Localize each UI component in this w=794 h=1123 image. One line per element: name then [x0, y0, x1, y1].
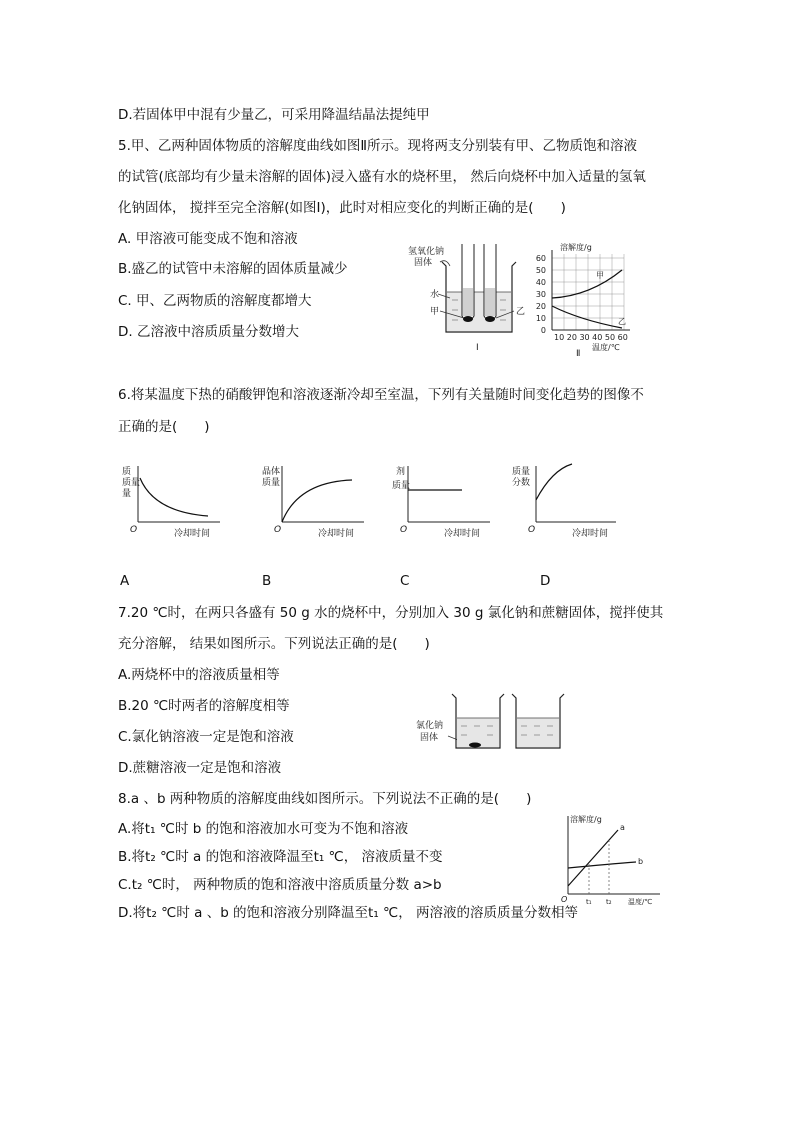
- q8-fig-t2: t₂: [606, 898, 612, 906]
- q6-graph-c-ylabel: 剂: [396, 467, 406, 477]
- q6-graph-a-ylabel: 质量: [122, 478, 141, 488]
- q6-letter-a: A: [120, 573, 130, 589]
- fig2-ytick: 20: [535, 302, 546, 311]
- q8-option-a: A.将t₁ ℃时 b 的饱和溶液加水可变为不饱和溶液: [118, 821, 409, 837]
- fig1-caption: Ⅰ: [476, 343, 479, 353]
- q6-letter-d: D: [540, 573, 551, 589]
- fig2-ytick: 40: [535, 278, 546, 287]
- fig1-label-naoh: 氢氧化钠: [408, 247, 445, 257]
- q5-option-d: D. 乙溶液中溶质质量分数增大: [118, 324, 299, 340]
- q8-fig-xlabel: 温度/℃: [628, 898, 653, 906]
- q6-graph-c-origin: O: [400, 525, 408, 535]
- q7-fig-label: 氯化钠: [416, 721, 444, 731]
- q5-option-c: C. 甲、乙两物质的溶解度都增大: [118, 293, 312, 309]
- q6-graph-d-origin: O: [528, 525, 536, 535]
- q7-stem-line-2: 充分溶解， 结果如图所示。下列说法正确的是( ): [118, 636, 430, 652]
- fig1-label-solid: 固体: [414, 258, 433, 268]
- fig2-ytick: 10: [535, 314, 546, 323]
- q5-figure-beaker: [400, 240, 540, 360]
- fig2-curve-jia: 甲: [596, 271, 604, 280]
- q8-fig-ylabel: 溶解度/g: [570, 815, 602, 824]
- q8-fig-origin: O: [561, 895, 568, 904]
- q8-fig-curve-a: a: [620, 823, 625, 832]
- q6-graph-a-xlabel: 冷却时间: [174, 529, 211, 539]
- q6-stem-line-2: 正确的是( ): [118, 419, 210, 435]
- q6-graph-d-ylabel: 质量: [512, 467, 531, 477]
- fig2-caption: Ⅱ: [576, 349, 581, 359]
- fig1-label-jia: 甲: [430, 307, 440, 317]
- q6-graph-a-ylabel: 质: [122, 467, 132, 477]
- q6-stem-line-1: 6.将某温度下热的硝酸钾饱和溶液逐渐冷却至室温，下列有关量随时间变化趋势的图像不: [118, 387, 644, 403]
- q6-graph-d-ylabel: 分数: [512, 478, 531, 488]
- q6-graph-b-ylabel: 质量: [262, 478, 281, 488]
- q7-fig-label: 固体: [420, 733, 439, 743]
- q8-stem: 8.a 、b 两种物质的溶解度曲线如图所示。下列说法不正确的是( ): [118, 791, 532, 807]
- q7-figure-beakers: [414, 690, 574, 754]
- q6-letter-c: C: [400, 573, 410, 589]
- q8-option-c: C.t₂ ℃时， 两种物质的饱和溶液中溶质质量分数 a>b: [118, 877, 442, 893]
- fig2-ytick: 0: [540, 326, 546, 335]
- q8-fig-t1: t₁: [586, 898, 592, 906]
- q8-option-b: B.将t₂ ℃时 a 的饱和溶液降温至t₁ ℃， 溶液质量不变: [118, 849, 443, 865]
- q6-graph-b-xlabel: 冷却时间: [318, 529, 355, 539]
- q6-graph-c: [388, 460, 498, 540]
- q6-graph-a: [118, 460, 228, 540]
- q7-stem-line-1: 7.20 ℃时，在两只各盛有 50 g 水的烧杯中，分别加入 30 g 氯化钠和蔗糖固体，搅拌使其: [118, 605, 664, 621]
- q7-option-d: D.蔗糖溶液一定是饱和溶液: [118, 760, 282, 776]
- q5-option-b: B.盛乙的试管中未溶解的固体质量减少: [118, 261, 348, 277]
- q4-option-d: D.若固体甲中混有少量乙，可采用降温结晶法提纯甲: [118, 107, 430, 123]
- fig2-xticks: 10 20 30 40 50 60: [554, 333, 628, 342]
- fig2-ytick: 60: [535, 254, 546, 263]
- q6-graph-d-xlabel: 冷却时间: [572, 529, 609, 539]
- fig2-ylabel: 溶解度/g: [560, 243, 592, 252]
- q7-option-a: A.两烧杯中的溶液质量相等: [118, 667, 280, 683]
- q8-option-d: D.将t₂ ℃时 a 、b 的饱和溶液分别降温至t₁ ℃， 两溶液的溶质质量分数相等: [118, 905, 579, 921]
- q6-graph-a-ylabel: 量: [122, 489, 132, 499]
- q5-option-a: A. 甲溶液可能变成不饱和溶液: [118, 231, 298, 247]
- q6-letter-b: B: [262, 573, 272, 589]
- fig1-label-yi: 乙: [516, 307, 526, 317]
- q5-stem-line-2: 的试管(底部均有少量未溶解的固体)浸入盛有水的烧杯里， 然后向烧杯中加入适量的氢氧: [118, 169, 646, 185]
- q5-stem-line-1: 5.甲、乙两种固体物质的溶解度曲线如图Ⅱ所示。现将两支分别装有甲、乙物质饱和溶液: [118, 138, 638, 154]
- q7-option-b: B.20 ℃时两者的溶解度相等: [118, 698, 290, 714]
- q8-figure-solubility: [560, 812, 666, 908]
- q6-graph-b-origin: O: [274, 525, 282, 535]
- fig2-ytick: 30: [535, 290, 546, 299]
- fig2-xlabel: 温度/℃: [592, 343, 620, 352]
- q6-graph-a-origin: O: [130, 525, 138, 535]
- fig2-curve-yi: 乙: [618, 317, 626, 326]
- q6-graph-c-ylabel: 质量: [392, 481, 411, 491]
- q6-graph-b-ylabel: 晶体: [262, 467, 281, 477]
- q6-graph-b: [262, 460, 372, 540]
- fig2-ytick: 50: [535, 266, 546, 275]
- q6-graph-c-xlabel: 冷却时间: [444, 529, 481, 539]
- q6-graph-d: [512, 460, 622, 540]
- q5-figure-solubility: [530, 240, 640, 360]
- q8-fig-curve-b: b: [638, 857, 644, 866]
- q7-option-c: C.氯化钠溶液一定是饱和溶液: [118, 729, 294, 745]
- q5-stem-line-3: 化钠固体， 搅拌至完全溶解(如图Ⅰ)，此时对相应变化的判断正确的是( ): [118, 200, 566, 216]
- fig1-label-water: 水: [430, 290, 440, 300]
